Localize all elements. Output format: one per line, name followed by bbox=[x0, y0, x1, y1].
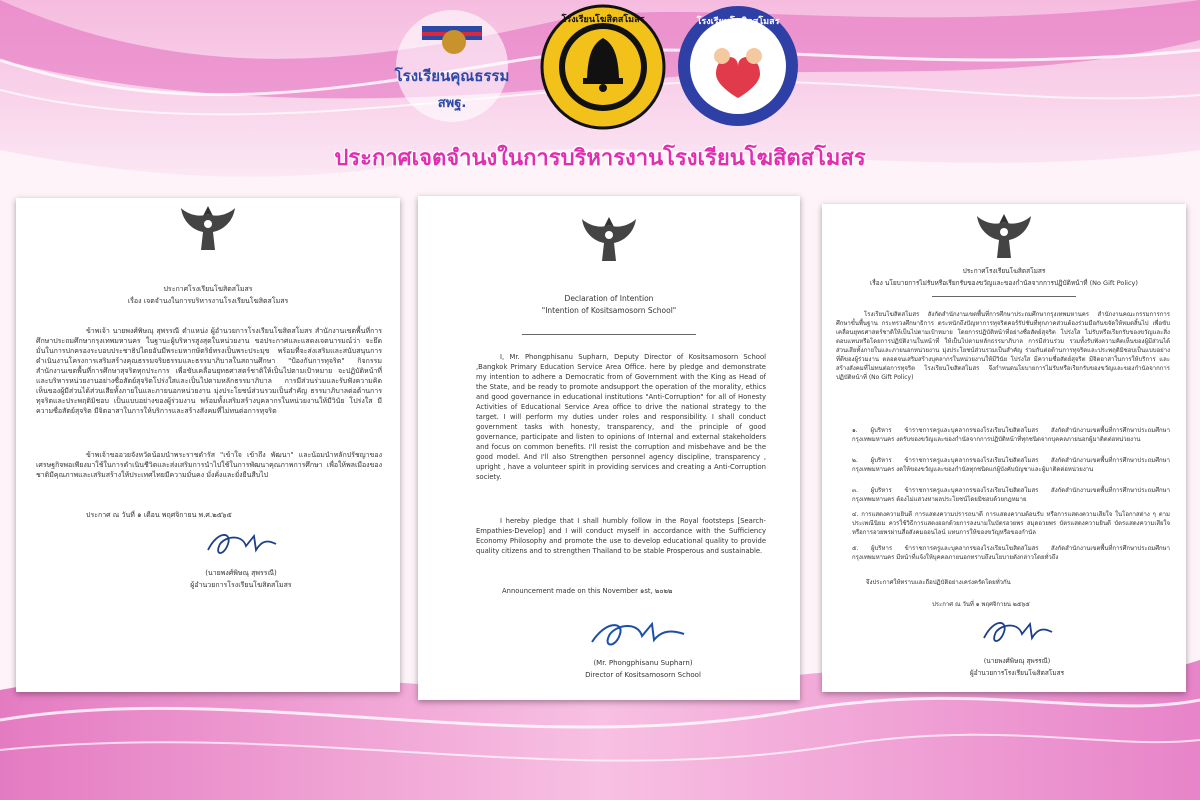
kositsamosorn-school-emblem bbox=[540, 4, 666, 130]
doc3-item-3: ๓. ผู้บริหาร ข้าราชการครูและบุคลากรของโรงเรียนโฆสิตสโมสร สังกัดสำนักงานเขตพื้นที่การศึกษาประถมศึกษากรุงเทพมหานคร ต้องไม่แสวงหาผลประโยชน์โดยมิชอบด้วยกฎหมาย bbox=[852, 487, 1170, 503]
doc1-signer-title: ผู้อำนวยการโรงเรียนโฆสิตสโมสร bbox=[190, 581, 292, 589]
doc2-paragraph-1: I, Mr. Phongphisanu Supharn, Deputy Director of Kositsamosorn School ,Bangkok Primary Education Service Area Office. here by pledge and demonstrate my intention to adhere a Democratic from of Government with the King as Head of the State, and be ready to promote andsupport the operation of the morality, ethics and good governance in educational institutions "Anti-Corruption" for all of Honesty Activities of Educational Service Area office to drive the national strategy to the target. I will perform my duties under roles and responsibility. I shall conduct government tasks with honesty, transparency, and the principle of good governance, participate and listen to opinions of Internal and external stakeholders and focus on common benefits. I'll resist the corruption and misbehave and be the good model. And I'll also Strengthen personnel agency discipline, transparency , upright , have a volunteer spirit in providing services and creating a Anti-Corruption society. bbox=[476, 353, 766, 481]
doc3-signature bbox=[978, 614, 1058, 650]
doc3-item-2: ๒. ผู้บริหาร ข้าราชการครูและบุคลากรของโรงเรียนโฆสิตสโมสร สังกัดสำนักงานเขตพื้นที่การศึกษาประถมศึกษากรุงเทพมหานคร งดให้ของขวัญและของกำนัลทุกชนิดแก่ผู้บังคับบัญชาและผู้มาติดต่อหน่วยงาน bbox=[852, 457, 1170, 473]
garuda-emblem-icon bbox=[975, 212, 1033, 262]
school-circle-logo bbox=[676, 4, 800, 128]
doc3-item-1: ๑. ผู้บริหาร ข้าราชการครูและบุคลากรของโรงเรียนโฆสิตสโมสร สังกัดสำนักงานเขตพื้นที่การศึกษาประถมศึกษากรุงเทพมหานคร งดรับของขวัญและของกำนัลจากการปฏิบัติหน้าที่ทุกชนิดจากบุคคลภายนอกผู้มาติดต่อหน่วยงาน bbox=[852, 427, 1170, 443]
doc1-heading: ประกาศโรงเรียนโฆสิตสโมสร bbox=[163, 285, 253, 293]
doc3-signer-name: (นายพงศ์พิษณุ สุพรรณี) bbox=[983, 657, 1051, 665]
doc1-signer-name: (นายพงศ์พิษณุ สุพรรณี) bbox=[205, 569, 277, 577]
doc3-intro: โรงเรียนโฆสิตสโมสร สังกัดสำนักงานเขตพื้นที่การศึกษาประถมศึกษากรุงเทพมหานคร สำนักงานคณะกรรมการการศึกษาขั้นพื้นฐาน กระทรวงศึกษาธิการ ตระหนักถึงปัญหาการทุจริตคอร์รัปชันที่ทุกภาคส่วนต้องร่วมมือกันขจัดให้หมดสิ้นไป เพื่อขับเคลื่อนยุทธศาสตร์ชาติให้เป็นไปตามเป้าหมาย โดยการปฏิบัติหน้าที่อย่างซื่อสัตย์สุจริต โปร่งใส ไม่รับหรือเรียกรับของขวัญและสิ่งตอบแทนหรือโดยการปฏิบัติงานในหน้าที่ ให้เป็นไปตามหลักธรรมาภิบาล การมีส่วนร่วม รวมทั้งรับฟังความคิดเห็นของผู้มีส่วนได้ส่วนเสียทั้งภายในและภายนอกหน่วยงาน มุ่งประโยชน์ส่วนรวมเป็นสำคัญ ร่วมกันต่อต้านการทุจริตและประพฤติมิชอบเป็นแบบอย่างที่ดีของผู้ร่วมงาน ตลอดจนเสริมสร้างบุคลากรในหน่วยงานให้มีวินัย โปร่งใส มีความซื่อสัตย์สุจริต มีจิตอาสาในการให้บริการ และสร้างสังคมที่ไม่ทนต่อการทุจริต โรงเรียนโฆสิตสโมสร จึงกำหนดนโยบายการไม่รับหรือเรียกรับของขวัญและของกำนัลจากการปฏิบัติหน้าที่ (No Gift Policy) bbox=[836, 311, 1170, 381]
garuda-emblem-icon bbox=[179, 204, 237, 254]
doc3-closing: จึงประกาศให้ทราบและถือปฏิบัติอย่างเคร่งครัดโดยทั่วกัน bbox=[866, 579, 1011, 586]
doc2-divider bbox=[522, 334, 696, 335]
declaration-english-sheet bbox=[418, 196, 800, 700]
moral-school-logo-subtext: สพฐ. bbox=[437, 96, 467, 111]
moral-school-logo-text: โรงเรียนคุณธรรม bbox=[394, 67, 510, 85]
doc2-signer-title: Director of Kositsamosorn School bbox=[585, 671, 701, 679]
doc1-paragraph-1: ข้าพเจ้า นายพงศ์พิษณุ สุพรรณี ตำแหน่ง ผู้อำนวยการโรงเรียนโฆสิตสโมสร สำนักงานเขตพื้นที่การศึกษาประถมศึกษากรุงเทพมหานคร ในฐานะผู้บริหารสูงสุดในหน่วยงาน ขอประกาศและแสดงเจตนารมณ์ว่า จะยึดมั่นในการปกครองระบอบประชาธิปไตยอันมีพระมหากษัตริย์ทรงเป็นพระประมุข พร้อมที่จะส่งเสริมและสนับสนุนการดำเนินงานโครงการเสริมสร้างคุณธรรมจริยธรรมและธรรมาภิบาลในสถานศึกษา "ป้องกันการทุจริต" กิจกรรมสำนักงานเขตพื้นที่การศึกษาสุจริตทุกประการ เพื่อขับเคลื่อนยุทธศาสตร์ชาติให้เป็นไปตามเป้าหมาย จะปฏิบัติหน้าที่และบริหารหน่วยงานอย่างซื่อสัตย์สุจริตโปร่งใสและเป็นไปตามหลักธรรมาภิบาล การมีส่วนร่วมและรับฟังความคิดเห็นของผู้มีส่วนได้ส่วนเสียทั้งภายในและภายนอกหน่วยงาน มุ่งประโยชน์ส่วนรวมเป็นสำคัญ ธรรมาภิบาลต่อต้านการทุจริตและประพฤติมิชอบ เป็นแบบอย่างของผู้ร่วมงาน พร้อมทั้งเสริมสร้างบุคลากรในหน่วยงานให้มีวินัย โปร่งใส มีความซื่อสัตย์สุจริต มีจิตอาสาในการให้บริการและสร้างสังคมที่ไม่ทนต่อการทุจริต bbox=[36, 327, 382, 415]
doc2-signature bbox=[588, 614, 688, 654]
doc3-heading: ประกาศโรงเรียนโฆสิตสโมสร bbox=[962, 267, 1046, 275]
doc2-subheading: "Intention of Kositsamosorn School" bbox=[541, 306, 677, 315]
doc1-signature bbox=[202, 526, 282, 562]
doc2-heading: Declaration of Intention bbox=[564, 294, 654, 303]
doc2-date: Announcement made on this November ๑st, ๒๐๒๒ bbox=[502, 587, 673, 595]
doc3-divider bbox=[932, 296, 1076, 297]
declaration-thai-sheet bbox=[16, 198, 400, 692]
doc2-signer-name: (Mr. Phongphisanu Supharn) bbox=[593, 659, 693, 667]
doc2-paragraph-2: I hereby pledge that I shall humbly follow in the Royal footsteps [Search-Empathies-Develop] and I will conduct myself in accordance with the Sufficiency Economy Philosophy and promote the use to develop educational quality to provide quality citizens and to strengthen Thailand to be stable Prosperous and sustainable. bbox=[476, 517, 766, 555]
doc3-subject: เรื่อง นโยบายการไม่รับหรือเรียกรับของขวัญและของกำนัลจากการปฏิบัติหน้าที่ (No Gift Policy) bbox=[870, 279, 1138, 287]
doc3-date: ประกาศ ณ วันที่ ๑ พฤศจิกายน ๒๕๖๕ bbox=[932, 601, 1030, 608]
doc3-item-4: ๔. การแสดงความยินดี การแสดงความปรารถนาดี การแสดงความต้อนรับ หรือการแสดงความเสียใจ ในโอกาสต่าง ๆ ตามประเพณีนิยม ควรใช้วิธีการแสดงออกด้วยการลงนามในบัตรอวยพร สมุดอวยพร บัตรแสดงความยินดี บัตรแสดงความเสียใจ หรือการอวยพรผ่านสื่อสังคมออนไลน์ แทนการให้ของขวัญหรือของกำนัล bbox=[852, 511, 1170, 536]
garuda-emblem-icon bbox=[580, 214, 638, 266]
moral-school-logo bbox=[392, 6, 512, 126]
doc3-item-5: ๕. ผู้บริหาร ข้าราชการครูและบุคลากรของโรงเรียนโฆสิตสโมสร สังกัดสำนักงานเขตพื้นที่การศึกษาประถมศึกษากรุงเทพมหานคร มีหน้าที่แจ้งให้บุคคลภายนอกทราบถึงนโยบายดังกล่าวโดยทั่วถึง bbox=[852, 545, 1170, 561]
doc1-paragraph-2: ข้าพเจ้าขออวยจังหวัดน้อมนำพระราชดำรัส "เข้าใจ เข้าถึง พัฒนา" และน้อมนำหลักปรัชญาของเศรษฐกิจพอเพียงมาใช้ในการดำเนินชีวิตและส่งเสริมการนำไปใช้ในการพัฒนาคุณภาพการศึกษา เพื่อให้พลเมืองของชาติมีคุณภาพและเสริมสร้างให้ประเทศไทยมีความมั่นคง มั่งคั่งและยั่งยืนสืบไป bbox=[36, 451, 382, 479]
circle-logo-ring-text: โรงเรียนโฆสิตสโมสร bbox=[696, 17, 780, 27]
emblem-ring-text: โรงเรียนโฆสิตสโมสร bbox=[561, 15, 645, 25]
doc1-subject: เรื่อง เจตจำนงในการบริหารงานโรงเรียนโฆสิตสโมสร bbox=[127, 297, 289, 305]
no-gift-policy-sheet bbox=[822, 204, 1186, 692]
doc1-date: ประกาศ ณ วันที่ ๑ เดือน พฤศจิกายน พ.ศ.๒๕๖๕ bbox=[86, 511, 232, 519]
page-title: ประกาศเจตจำนงในการบริหารงานโรงเรียนโฆสิตสโมสร bbox=[334, 146, 866, 171]
doc3-signer-title: ผู้อำนวยการโรงเรียนโฆสิตสโมสร bbox=[969, 669, 1065, 677]
